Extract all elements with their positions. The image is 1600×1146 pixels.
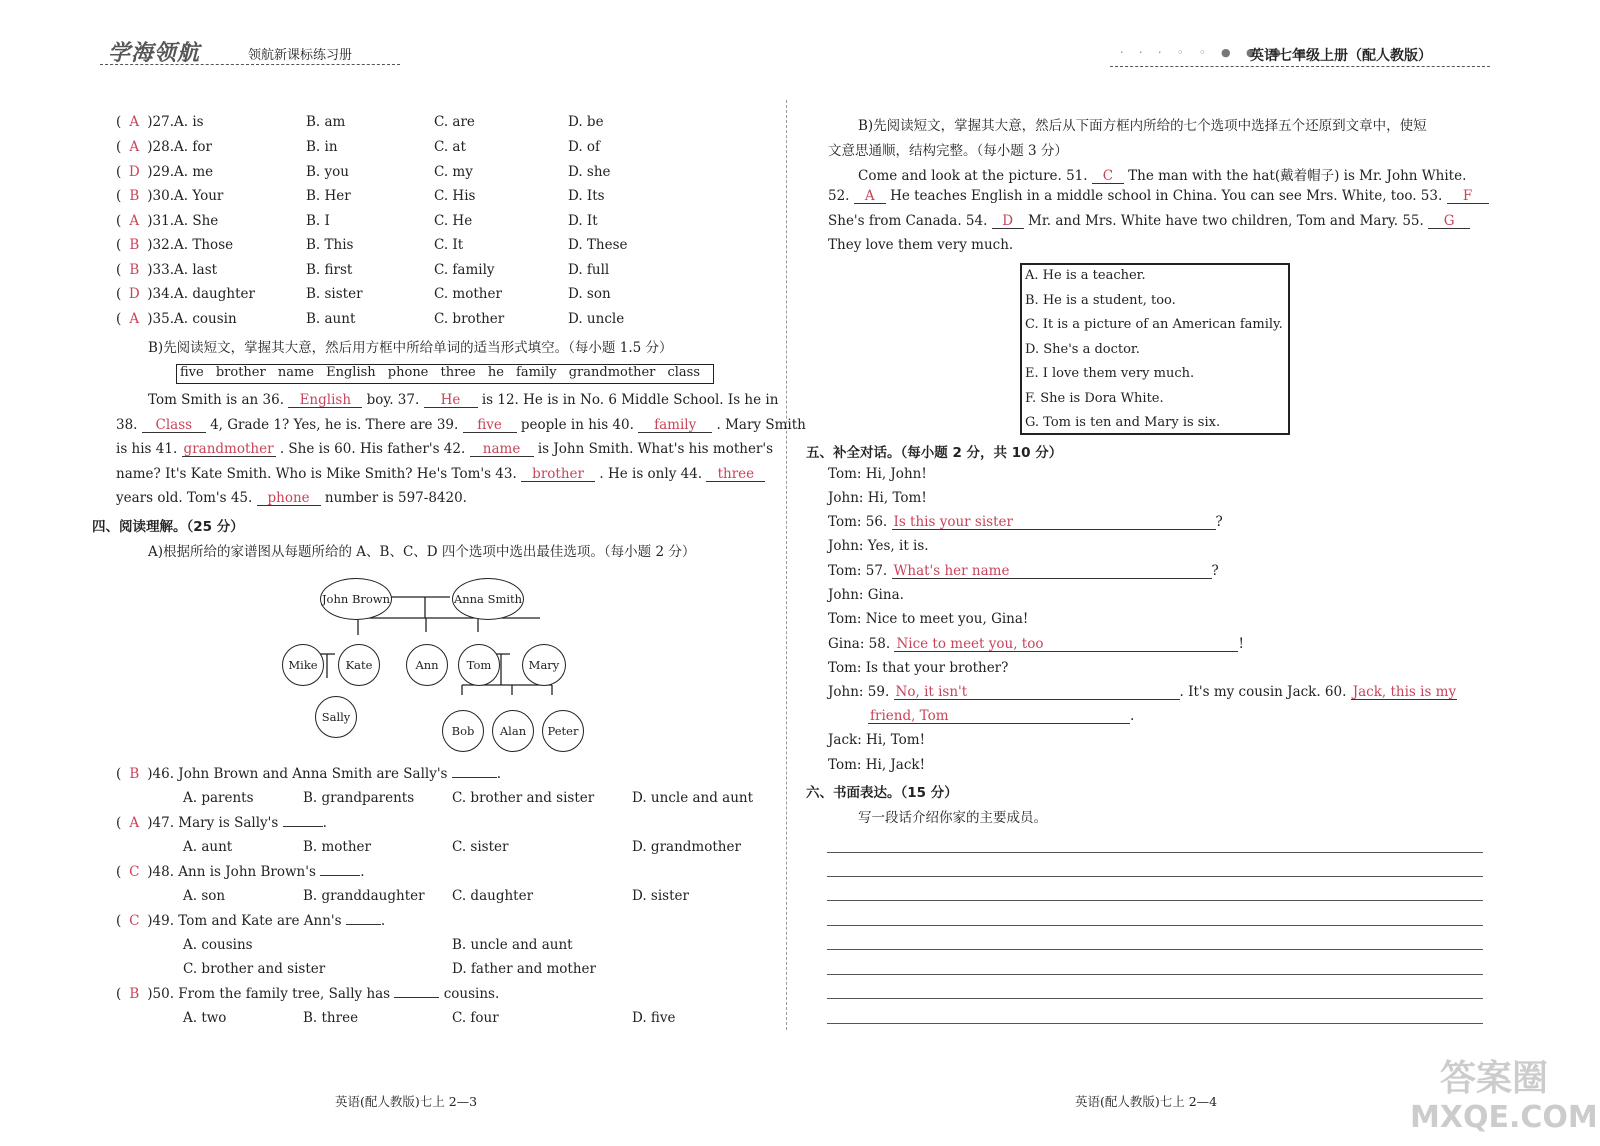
blank-44[interactable]: three [706, 467, 765, 482]
mc-34-opt-b[interactable]: B. sister [306, 286, 363, 302]
option-c: C. It is a picture of an American family. [1025, 317, 1283, 332]
passage-line-1: Come and look at the picture. 51. C The man with the hat(戴着帽子) is Mr. John White. [858, 168, 1467, 184]
q48-opt-c[interactable]: C. daughter [452, 888, 534, 904]
q50-opt-c[interactable]: C. four [452, 1010, 499, 1026]
dialog-line-10: John: 59. No, it isn't . It's my cousin Jack. 60. Jack, this is my [828, 684, 1457, 700]
mc-33-opt-c[interactable]: C. family [434, 262, 495, 278]
mc-34-opt-d[interactable]: D. son [568, 286, 611, 302]
mc-question-29: ( D )29.A. me [116, 164, 214, 180]
mc-30-opt-d[interactable]: D. Its [568, 188, 605, 204]
brand-logo: 学海领航 [108, 41, 201, 66]
blank-40[interactable]: family [638, 418, 712, 433]
book-title: 英语七年级上册（配人教版） [1250, 48, 1432, 64]
tree-node-ann: Ann [406, 644, 448, 686]
q48-opt-d[interactable]: D. sister [632, 888, 689, 904]
dialog-line-13: Tom: Hi, Jack! [828, 757, 926, 773]
q49-opt-c[interactable]: C. brother and sister [183, 961, 326, 977]
mc-question-30: ( B )30.A. Your [116, 188, 224, 204]
mc-27-opt-d[interactable]: D. be [568, 114, 604, 130]
tree-node-mike: Mike [282, 644, 324, 686]
cloze-line-5: years old. Tom's 45. phone number is 597-8420. [116, 490, 467, 506]
q46-opt-d[interactable]: D. uncle and aunt [632, 790, 754, 806]
tree-node-peter: Peter [542, 710, 584, 752]
blank-45[interactable]: phone [257, 491, 321, 506]
blank-52[interactable]: A [854, 189, 886, 204]
blank-59[interactable]: No, it isn't [894, 685, 1180, 700]
tree-node-sally: Sally [315, 696, 357, 738]
dialog-line-9: Tom: Is that your brother? [828, 660, 1009, 676]
mc-question-32: ( B )32.A. Those [116, 237, 234, 253]
tree-node-alan: Alan [492, 710, 534, 752]
q48-opt-a[interactable]: A. son [183, 888, 226, 904]
mc-question-27: ( A )27.A. is [116, 114, 204, 130]
section-rb-instruction-2: 文意思通顺，结构完整。（每小题 3 分） [828, 143, 1068, 159]
cloze-line-1: Tom Smith is an 36. English boy. 37. He is 12. He is in No. 6 Middle School. Is he in [148, 392, 779, 408]
q47-opt-a[interactable]: A. aunt [183, 839, 233, 855]
tree-node-anna-smith: Anna Smith [452, 578, 524, 620]
watermark-url: MXQE.COM [1410, 1100, 1598, 1135]
series-title: 领航新课标练习册 [248, 48, 353, 63]
option-a: A. He is a teacher. [1025, 268, 1146, 283]
question-47: ( A )47. Mary is Sally's . [116, 815, 327, 831]
options-box [1020, 263, 1290, 435]
dialog-line-5: Tom: 57. What's her name ? [828, 563, 1219, 579]
dialog-line-2: John: Hi, Tom! [828, 490, 927, 506]
blank-42[interactable]: name [470, 442, 534, 457]
writing-line-7[interactable] [827, 998, 1483, 999]
mc-question-34: ( D )34.A. daughter [116, 286, 255, 302]
dialog-line-12: Jack: Hi, Tom! [828, 732, 926, 748]
mc-30-opt-b[interactable]: B. Her [306, 188, 351, 204]
section-4a-instruction: A)根据所给的家谱图从每题所给的 A、B、C、D 四个选项中选出最佳选项。（每小题 2 分） [148, 544, 696, 560]
blank-55[interactable]: G [1428, 214, 1470, 229]
option-g: G. Tom is ten and Mary is six. [1025, 415, 1221, 430]
blank-58[interactable]: Nice to meet you, too [894, 637, 1238, 652]
watermark-logo: 答案圈 [1440, 1058, 1549, 1099]
section-rb-instruction-1: B)先阅读短文，掌握其大意，然后从下面方框内所给的七个选项中选择五个还原到文章中，使短 [858, 118, 1427, 134]
mc-32-opt-b[interactable]: B. This [306, 237, 354, 253]
blank-57[interactable]: What's her name [892, 564, 1212, 579]
mc-35-opt-c[interactable]: C. brother [434, 311, 505, 327]
writing-line-8[interactable] [827, 1023, 1483, 1024]
passage-line-3: She's from Canada. 54. D Mr. and Mrs. White have two children, Tom and Mary. 55. G [828, 213, 1470, 229]
writing-line-1[interactable] [827, 852, 1483, 853]
section-b-instruction: B)先阅读短文，掌握其大意，然后用方框中所给单词的适当形式填空。（每小题 1.5 分） [148, 340, 673, 356]
question-50: ( B )50. From the family tree, Sally has cousins. [116, 986, 500, 1002]
dialog-line-4: John: Yes, it is. [828, 538, 929, 554]
q46-opt-c[interactable]: C. brother and sister [452, 790, 595, 806]
mc-32-opt-c[interactable]: C. It [434, 237, 464, 253]
mc-31-opt-d[interactable]: D. It [568, 213, 598, 229]
dialog-line-6: John: Gina. [828, 587, 904, 603]
option-e: E. I love them very much. [1025, 366, 1195, 381]
blank-54[interactable]: D [992, 214, 1024, 229]
mc-question-33: ( B )33.A. last [116, 262, 218, 278]
mc-27-opt-b[interactable]: B. am [306, 114, 346, 130]
mc-29-opt-b[interactable]: B. you [306, 164, 349, 180]
dialog-line-7: Tom: Nice to meet you, Gina! [828, 611, 1029, 627]
mc-35-opt-b[interactable]: B. aunt [306, 311, 356, 327]
tree-node-kate: Kate [338, 644, 380, 686]
q50-opt-b[interactable]: B. three [303, 1010, 359, 1026]
q50-opt-a[interactable]: A. two [183, 1010, 227, 1026]
writing-line-6[interactable] [827, 974, 1483, 975]
mc-35-opt-d[interactable]: D. uncle [568, 311, 625, 327]
option-d: D. She's a doctor. [1025, 341, 1140, 357]
header-rule-right [1110, 66, 1490, 67]
mc-34-opt-c[interactable]: C. mother [434, 286, 502, 302]
dialog-line-1: Tom: Hi, John! [828, 466, 927, 482]
mc-28-opt-d[interactable]: D. of [568, 139, 601, 155]
section-6-title: 六、书面表达。（15 分） [806, 785, 958, 801]
writing-instruction: 写一段话介绍你家的主要成员。 [858, 810, 1047, 826]
cloze-line-2: 38. Class 4, Grade 1? Yes, he is. There are 39. five people in his 40. family . Mary Smith [116, 417, 806, 433]
option-b: B. He is a student, too. [1025, 292, 1176, 308]
mc-31-opt-c[interactable]: C. He [434, 213, 473, 229]
mc-29-opt-d[interactable]: D. she [568, 164, 611, 180]
dialog-line-3: Tom: 56. Is this your sister ? [828, 514, 1223, 530]
question-48: ( C )48. Ann is John Brown's . [116, 864, 365, 880]
mc-33-opt-d[interactable]: D. full [568, 262, 610, 278]
tree-node-mary: Mary [522, 644, 566, 686]
q47-opt-d[interactable]: D. grandmother [632, 839, 741, 855]
blank-41[interactable]: grandmother [182, 442, 276, 457]
writing-line-2[interactable] [827, 876, 1483, 877]
mc-question-28: ( A )28.A. for [116, 139, 212, 155]
left-page-footer: 英语(配人教版)七上 2—3 [335, 1094, 478, 1109]
mc-33-opt-b[interactable]: B. first [306, 262, 353, 278]
q46-opt-a[interactable]: A. parents [183, 790, 254, 806]
tree-node-john-brown: John Brown [320, 578, 392, 620]
section-4-title: 四、阅读理解。（25 分） [92, 519, 244, 535]
blank-38[interactable]: Class [142, 418, 206, 433]
mc-32-opt-d[interactable]: D. These [568, 237, 628, 253]
header-dots: · · · ◦ ◦ ● ● ● ● [1120, 46, 1312, 59]
right-page-footer: 英语(配人教版)七上 2—4 [1075, 1094, 1218, 1109]
mc-31-opt-b[interactable]: B. I [306, 213, 330, 229]
writing-line-3[interactable] [827, 900, 1483, 901]
word-box: five brother name English phone three he family grandmother class [176, 364, 714, 384]
question-49: ( C )49. Tom and Kate are Ann's . [116, 913, 386, 929]
mc-28-opt-c[interactable]: C. at [434, 139, 466, 155]
blank-56[interactable]: Is this your sister [892, 515, 1216, 530]
cloze-line-4: name? It's Kate Smith. Who is Mike Smith? He's Tom's 43. brother . He is only 44. three [116, 466, 765, 482]
q49-opt-b[interactable]: B. uncle and aunt [452, 937, 573, 953]
q47-opt-b[interactable]: B. mother [303, 839, 371, 855]
blank-60-part-2[interactable]: friend, Tom [868, 709, 1130, 724]
cloze-line-3: is his 41. grandmother . She is 60. His father's 42. name is John Smith. What's his mother's [116, 441, 774, 457]
blank-53[interactable]: F [1447, 189, 1489, 204]
dialog-line-8: Gina: 58. Nice to meet you, too ! [828, 636, 1244, 652]
mc-27-opt-c[interactable]: C. are [434, 114, 475, 130]
question-46: ( B )46. John Brown and Anna Smith are Sally's . [116, 766, 502, 782]
q46-opt-b[interactable]: B. grandparents [303, 790, 415, 806]
blank-36[interactable]: English [288, 393, 362, 408]
mc-29-opt-c[interactable]: C. my [434, 164, 473, 180]
writing-line-4[interactable] [827, 925, 1483, 926]
column-divider [786, 100, 787, 1030]
passage-line-4: They love them very much. [828, 237, 1014, 253]
q49-opt-a[interactable]: A. cousins [183, 937, 253, 953]
q50-opt-d[interactable]: D. five [632, 1010, 676, 1026]
q47-opt-c[interactable]: C. sister [452, 839, 509, 855]
tree-node-bob: Bob [442, 710, 484, 752]
writing-line-5[interactable] [827, 949, 1483, 950]
mc-30-opt-c[interactable]: C. His [434, 188, 476, 204]
blank-37[interactable]: He [424, 393, 478, 408]
mc-28-opt-b[interactable]: B. in [306, 139, 338, 155]
header-rule-left [100, 64, 400, 65]
mc-question-35: ( A )35.A. cousin [116, 311, 237, 327]
q48-opt-b[interactable]: B. granddaughter [303, 888, 425, 904]
blank-51[interactable]: C [1092, 169, 1124, 184]
blank-43[interactable]: brother [521, 467, 595, 482]
option-f: F. She is Dora White. [1025, 390, 1164, 406]
mc-question-31: ( A )31.A. She [116, 213, 219, 229]
blank-60-part-1[interactable]: Jack, this is my [1352, 684, 1457, 700]
passage-line-2: 52. A He teaches English in a middle school in China. You can see Mrs. White, too. 53. F [828, 188, 1489, 204]
blank-39[interactable]: five [463, 418, 517, 433]
q49-opt-d[interactable]: D. father and mother [452, 961, 596, 977]
tree-node-tom: Tom [458, 644, 500, 686]
section-5-title: 五、补全对话。（每小题 2 分，共 10 分） [806, 445, 1063, 461]
dialog-line-11: friend, Tom . [870, 708, 1135, 724]
